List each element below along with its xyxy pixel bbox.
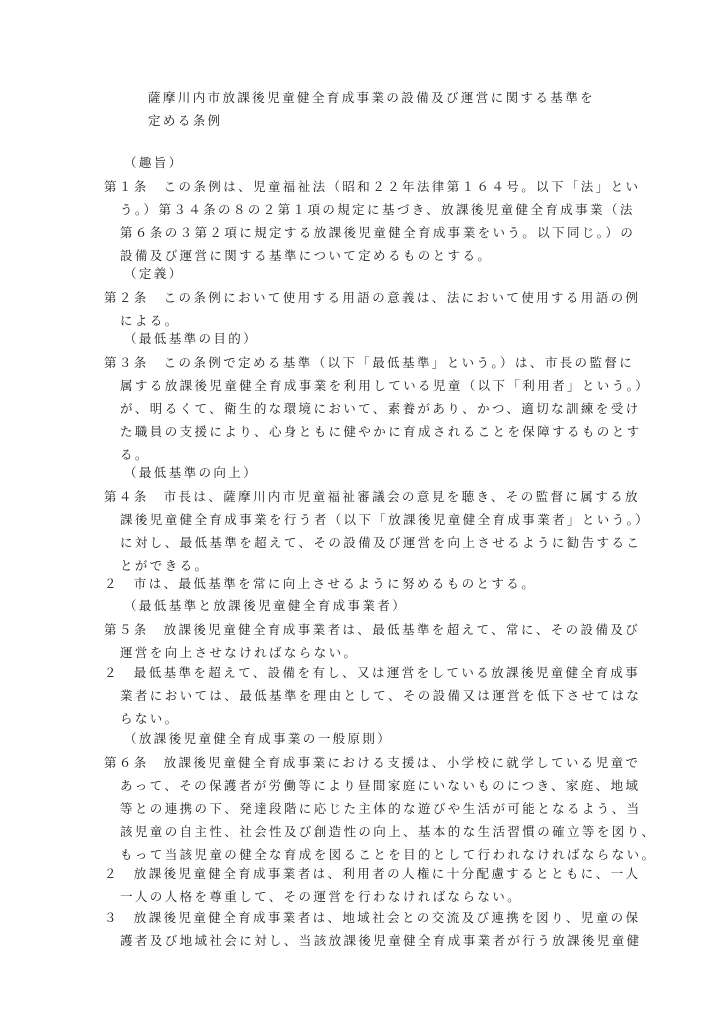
article-4-line: 課後児童健全育成事業を行う者（以下「放課後児童健全育成事業者」という。） [120,512,651,527]
article-6-line: 第６条 放課後児童健全育成事業における支援は、小学校に就学している児童で [104,755,641,770]
article-1-line: 第６条の３第２項に規定する放課後児童健全育成事業をいう。以下同じ。）の [120,225,636,240]
article-5-paragraph-2-line: 業者においては、最低基準を理由として、その設備又は運営を低下させてはな [120,688,642,703]
document-title-line-2: 定める条例 [148,113,223,128]
article-5-line: 第５条 放課後児童健全育成事業者は、最低基準を超えて、常に、その設備及び [104,622,641,637]
article-6-paragraph-3-line: ３ 放課後児童健全育成事業者は、地域社会との交流及び連携を図り、児童の保 [104,910,641,925]
article-3-line: が、明るくて、衛生的な環境において、素養があり、かつ、適切な訓練を受け [120,401,641,416]
article-3-line: 属する放課後児童健全育成事業を利用している児童（以下「利用者」という。） [120,378,651,393]
article-6-paragraph-2-line: 一人の人格を尊重して、その運営を行わなければならない。 [120,889,523,904]
article-6-line: 等との連携の下、発達段階に応じた主体的な遊びや生活が可能となるよう、当 [120,801,642,816]
article-3-line: 第３条 この条例で定める基準（以下「最低基準」という。）は、市長の監督に [104,355,635,370]
article-3-line: た職員の支援により、心身ともに健やかに育成されることを保障するものとす [120,424,642,439]
article-2-line: による。 [120,313,180,328]
article-3-line: る。 [120,447,150,462]
article-6-paragraph-3-line: 護者及び地域社会に対し、当該放課後児童健全育成事業者が行う放課後児童健 [120,933,642,948]
section-heading: （趣旨） [124,155,184,170]
article-4-line: に対し、最低基準を超えて、その設備及び運営を向上させるように勧告するこ [120,535,642,550]
article-6-line: 該児童の自主性、社会性及び創造性の向上、基本的な生活習慣の確立等を図り、 [120,824,657,839]
article-6-line: もって当該児童の健全な育成を図ることを目的として行われなければならない。 [120,847,657,862]
article-6-line: あって、その保護者が労働等により昼間家庭にいないものにつき、家庭、地域 [120,778,641,793]
article-4-paragraph-2-line: ２ 市は、最低基準を常に向上させるように努めるものとする。 [104,576,537,591]
article-5-line: 運営を向上させなければならない。 [120,645,359,660]
section-heading: （定義） [124,266,184,281]
section-heading: （最低基準と放課後児童健全育成事業者） [124,598,408,613]
article-2-line: 第２条 この条例において使用する用語の意義は、法において使用する用語の例 [104,290,641,305]
article-1-line: 設備及び運営に関する基準について定めるものとする。 [120,248,493,263]
section-heading: （放課後児童健全育成事業の一般原則） [124,731,393,746]
article-1-line: う。）第３４条の８の２第１項の規定に基づき、放課後児童健全育成事業（法 [120,202,635,217]
article-5-paragraph-2-line: らない。 [120,711,180,726]
article-4-line: 第４条 市長は、薩摩川内市児童福祉審議会の意見を聴き、その監督に属する放 [104,489,640,504]
article-5-paragraph-2-line: ２ 最低基準を超えて、設備を有し、又は運営をしている放課後児童健全育成事 [104,665,641,680]
article-1-line: 第１条 この条例は、児童福祉法（昭和２２年法律第１６４号。以下「法」とい [104,179,641,194]
section-heading: （最低基準の目的） [124,331,259,346]
section-heading: （最低基準の向上） [124,465,259,480]
article-6-paragraph-2-line: ２ 放課後児童健全育成事業者は、利用者の人権に十分配慮するとともに、一人 [104,866,641,881]
document-title-line-1: 薩摩川内市放課後児童健全育成事業の設備及び運営に関する基準を [148,90,596,105]
article-4-line: とができる。 [120,558,210,573]
